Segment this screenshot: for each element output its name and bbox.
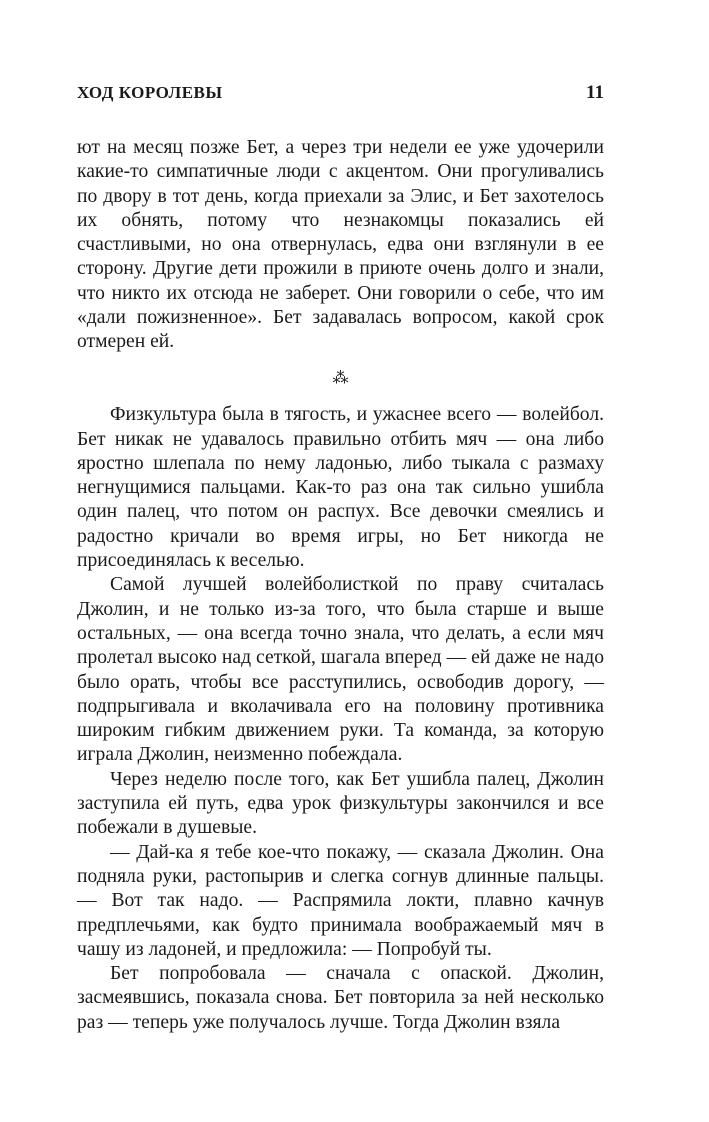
paragraph: — Дай-ка я тебе кое-что покажу, — сказала Джолин. Она подняла руки, растопырив и слегка согнув длинные пальцы. — Вот так надо. — Распрямила локти, плавно качнув предплечьями, как будто принимала воображаемый мяч в чашу из ладоней, и предложила: — Попробуй ты. [77, 841, 604, 960]
paragraph: Физкультура была в тягость, и ужаснее всего — волейбол. Бет никак не удавалось правильно отбить мяч — она либо яростно шлепала по нему ладонью, либо тыкала с размаху негнущимися пальцами. Как-то раз она так сильно ушибла один палец, что потом он распух. Все девочки смеялись и радостно кричали во время игры, но Бет никогда не присоединялась к веселью. [77, 404, 604, 572]
running-title: ХОД КОРОЛЕВЫ [77, 83, 223, 102]
section-break-ornament: ⁂ [332, 369, 349, 387]
running-header [77, 82, 604, 112]
paragraph: Самой лучшей волейболисткой по праву считалась Джолин, и не только из-за того, что была старше и выше остальных, — она всегда точно знала, что делать, а если мяч пролетал высоко над сеткой, шагала вперед — ей даже не надо было орать, чтобы все расступились, освободив дорогу, — подпрыгивала и вколачивала его на половину противника широким гибким движением руки. Та команда, за которую играла Джолин, неизменно побеждала. [77, 574, 604, 766]
paragraph: Через неделю после того, как Бет ушибла палец, Джолин заступила ей путь, едва урок физкультуры закончился и все побежали в душевые. [77, 768, 604, 839]
book-page [77, 82, 604, 1035]
paragraph: ют на месяц позже Бет, а через три недели ее уже удочерили какие-то симпатичные люди с акцентом. Они прогуливались по двору в тот день, когда приехали за Элис, и Бет захотелось их обнять, потому что незнакомцы показались ей счастливыми, но она отвернулась, едва они взглянули в ее сторону. Другие дети прожили в приюте очень долго и знали, что никто их отсюда не заберет. Они говорили о себе, что им «дали пожизненное». Бет задавалась вопросом, какой срок отмерен ей. [77, 137, 604, 353]
body-text [77, 136, 604, 1035]
page-number: 11 [586, 82, 604, 103]
paragraph: Бет попробовала — сначала с опаской. Джолин, засмеявшись, показала снова. Бет повторила за ней несколько раз — теперь уже получалось лучше. Тогда Джолин взяла [77, 963, 604, 1033]
